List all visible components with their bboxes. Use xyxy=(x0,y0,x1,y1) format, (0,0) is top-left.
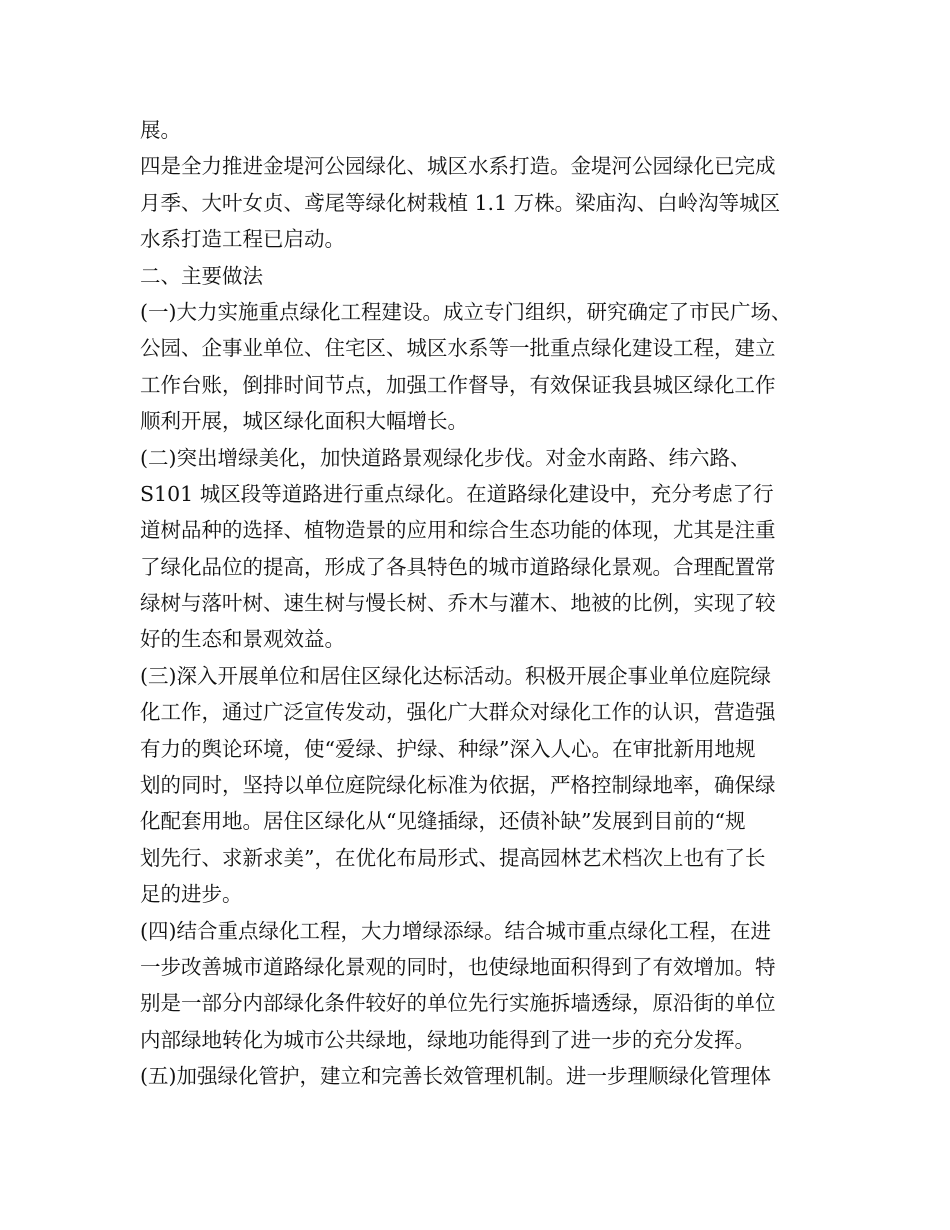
document-body xyxy=(140,112,830,1095)
text-line: 道树品种的选择、植物造景的应用和综合生态功能的体现，尤其是注重 xyxy=(140,518,776,543)
text-line: 公园、企事业单位、住宅区、城区水系等一批重点绿化建设工程，建立 xyxy=(140,336,776,361)
section-heading: 二、主要做法 xyxy=(140,263,263,288)
text-line: (三)深入开展单位和居住区绿化达标活动。积极开展企事业单位庭院绿 xyxy=(140,663,771,688)
text-line: 化工作，通过广泛宣传发动，强化广大群众对绿化工作的认识，营造强 xyxy=(140,700,776,725)
text-line: 划先行、求新求美”，在优化布局形式、提高园林艺术档次上也有了长 xyxy=(140,845,766,870)
text-line: 四是全力推进金堤河公园绿化、城区水系打造。金堤河公园绿化已完成 xyxy=(140,154,776,179)
text-line: 工作台账，倒排时间节点，加强工作督导，有效保证我县城区绿化工作 xyxy=(140,372,776,397)
text-line: (五)加强绿化管护，建立和完善长效管理机制。进一步理顺绿化管理体 xyxy=(140,1064,771,1089)
text-line: 绿树与落叶树、速生树与慢长树、乔木与灌木、地被的比例，实现了较 xyxy=(140,591,776,616)
text-line: 月季、大叶女贞、鸢尾等绿化树栽植 1.1 万株。梁庙沟、白岭沟等城区 xyxy=(140,190,781,215)
text-line: 内部绿地转化为城市公共绿地，绿地功能得到了进一步的充分发挥。 xyxy=(140,1027,755,1052)
text-line: 了绿化品位的提高，形成了各具特色的城市道路绿化景观。合理配置常 xyxy=(140,554,776,579)
text-line: 划的同时，坚持以单位庭院绿化标准为依据，严格控制绿地率，确保绿 xyxy=(140,773,776,798)
text-line: 一步改善城市道路绿化景观的同时，也使绿地面积得到了有效增加。特 xyxy=(140,954,776,979)
text-line: (一)大力实施重点绿化工程建设。成立专门组织，研究确定了市民广场、 xyxy=(140,299,792,324)
text-line: 顺利开展，城区绿化面积大幅增长。 xyxy=(140,409,468,434)
text-line: 化配套用地。居住区绿化从“见缝插绿，还债补缺”发展到目前的“规 xyxy=(140,809,746,834)
text-line: (四)结合重点绿化工程，大力增绿添绿。结合城市重点绿化工程，在进 xyxy=(140,918,771,943)
text-line: 水系打造工程已启动。 xyxy=(140,227,345,252)
text-line: 好的生态和景观效益。 xyxy=(140,627,345,652)
text-line: 足的进步。 xyxy=(140,882,243,907)
text-line: 展。 xyxy=(140,118,181,142)
text-line: (二)突出增绿美化，加快道路景观绿化步伐。对金水南路、纬六路、 xyxy=(140,445,751,470)
text-line: 有力的舆论环境，使“爱绿、护绿、种绿”深入人心。在审批新用地规 xyxy=(140,736,756,761)
text-line: S101 城区段等道路进行重点绿化。在道路绿化建设中，充分考虑了行 xyxy=(140,481,774,506)
text-line: 别是一部分内部绿化条件较好的单位先行实施拆墙透绿，原沿街的单位 xyxy=(140,991,776,1016)
